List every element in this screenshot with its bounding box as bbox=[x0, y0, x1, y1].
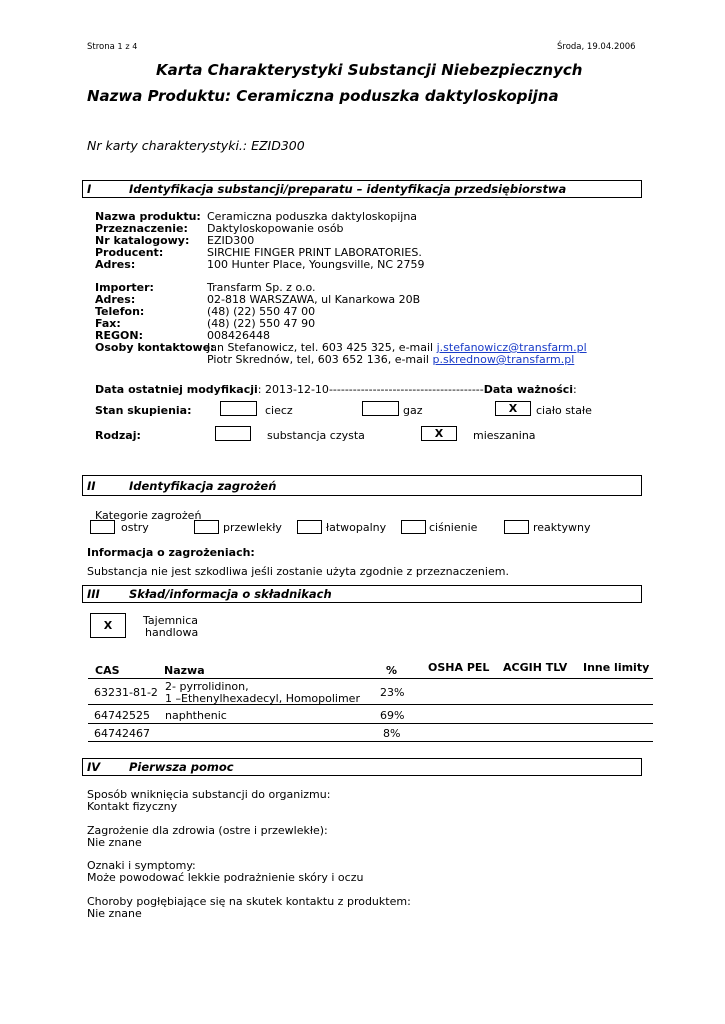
card-number: Nr karty charakterystyki.: EZID300 bbox=[87, 138, 305, 153]
row-cas: 63231-81-2 bbox=[94, 686, 158, 699]
field-value: (48) (22) 550 47 00 bbox=[207, 305, 316, 318]
first-aid-answer: Nie znane bbox=[87, 907, 142, 920]
state-solid-checkbox[interactable]: X bbox=[495, 401, 531, 416]
section-2-header bbox=[82, 475, 642, 496]
field-label: Nr katalogowy: bbox=[95, 234, 190, 247]
trade-secret-label-2: handlowa bbox=[145, 626, 199, 639]
col-cas: CAS bbox=[95, 664, 120, 677]
hazard-pressure-label: ciśnienie bbox=[429, 521, 478, 534]
first-aid-answer: Może powodować lekkie podrażnienie skóry i oczu bbox=[87, 871, 364, 884]
page-total: 4 bbox=[132, 42, 138, 51]
hazard-chronic-label: przewlekły bbox=[223, 521, 282, 534]
state-liquid-checkbox[interactable] bbox=[220, 401, 257, 416]
section-2-title: Identyfikacja zagrożeń bbox=[129, 479, 277, 493]
first-aid-question: Sposób wniknięcia substancji do organizmu: bbox=[87, 788, 331, 801]
section-3-title: Skład/informacja o składnikach bbox=[129, 587, 332, 601]
field-value: 02-818 WARSZAWA, ul Kanarkowa 20B bbox=[207, 293, 421, 306]
trade-secret-label-1: Tajemnica bbox=[143, 614, 198, 627]
section-1-number: I bbox=[87, 182, 92, 196]
field-label: Telefon: bbox=[95, 305, 145, 318]
contact-2 bbox=[207, 353, 574, 366]
hazard-categories-label: Kategorie zagrożeń bbox=[95, 509, 202, 522]
row-cas: 64742467 bbox=[94, 727, 150, 740]
modification-row bbox=[95, 383, 577, 396]
page-current: 1 bbox=[117, 42, 123, 51]
field-label: REGON: bbox=[95, 329, 143, 342]
section-1-title: Identyfikacja substancji/preparatu – identyfikacja przedsiębiorstwa bbox=[129, 182, 567, 196]
row-percent: 23% bbox=[380, 686, 405, 699]
hazard-pressure-checkbox[interactable] bbox=[401, 520, 426, 534]
field-label: Producent: bbox=[95, 246, 164, 259]
modification-value: : 2013-12-10 bbox=[257, 383, 329, 396]
field-label: Adres: bbox=[95, 258, 136, 271]
field-value: 008426448 bbox=[207, 329, 270, 342]
first-aid-question: Choroby pogłębiające się na skutek kontaktu z produktem: bbox=[87, 895, 411, 908]
col-osha-pel: OSHA PEL bbox=[428, 661, 490, 674]
hazard-reactive-label: reaktywny bbox=[533, 521, 591, 534]
validity-colon: : bbox=[573, 383, 577, 396]
field-label: Przeznaczenie: bbox=[95, 222, 188, 235]
first-aid-question: Oznaki i symptomy: bbox=[87, 859, 196, 872]
document-title: Karta Charakterystyki Substancji Niebezpiecznych bbox=[156, 61, 583, 79]
field-value: SIRCHIE FINGER PRINT LABORATORIES. bbox=[207, 246, 422, 259]
page-number bbox=[87, 42, 137, 52]
kind-mixture-label: mieszanina bbox=[473, 429, 536, 442]
kind-pure-checkbox[interactable] bbox=[215, 426, 251, 441]
contact-1-email-link[interactable]: j.stefanowicz@transfarm.pl bbox=[436, 341, 587, 354]
hazard-flammable-checkbox[interactable] bbox=[297, 520, 322, 534]
state-label: Stan skupienia: bbox=[95, 404, 192, 417]
section-4-header bbox=[82, 758, 642, 776]
kind-label: Rodzaj: bbox=[95, 429, 141, 442]
section-4-number: IV bbox=[87, 760, 101, 774]
field-label: Adres: bbox=[95, 293, 136, 306]
row-percent: 69% bbox=[380, 709, 405, 722]
contact-2-email-link[interactable]: p.skrednow@transfarm.pl bbox=[432, 353, 575, 366]
contacts-label: Osoby kontaktowe: bbox=[95, 341, 215, 354]
page-of: z bbox=[125, 42, 130, 51]
hazard-flammable-label: łatwopalny bbox=[326, 521, 387, 534]
page-label: Strona bbox=[87, 42, 115, 52]
product-title: Nazwa Produktu: Ceramiczna poduszka daktyloskopijna bbox=[87, 87, 559, 105]
table-divider bbox=[88, 704, 653, 705]
table-divider bbox=[88, 723, 653, 724]
hazard-info-heading: Informacja o zagrożeniach: bbox=[87, 546, 255, 559]
row-name-line-1: 2- pyrrolidinon, bbox=[165, 680, 249, 693]
field-value: Transfarm Sp. z o.o. bbox=[207, 281, 316, 294]
hazard-acute-label: ostry bbox=[121, 521, 149, 534]
row-percent: 8% bbox=[383, 727, 401, 740]
row-cas: 64742525 bbox=[94, 709, 150, 722]
field-label: Importer: bbox=[95, 281, 154, 294]
section-3-number: III bbox=[87, 587, 100, 601]
row-name-line-1: naphthenic bbox=[165, 709, 227, 722]
trade-secret-checkbox[interactable]: X bbox=[90, 613, 126, 638]
dash-separator: --------------------------------------- bbox=[328, 383, 484, 396]
hazard-acute-checkbox[interactable] bbox=[90, 520, 115, 534]
field-label: Fax: bbox=[95, 317, 121, 330]
first-aid-answer: Nie znane bbox=[87, 836, 142, 849]
first-aid-answer: Kontakt fizyczny bbox=[87, 800, 178, 813]
col-name: Nazwa bbox=[164, 664, 205, 677]
state-gas-label: gaz bbox=[403, 404, 423, 417]
field-value: EZID300 bbox=[207, 234, 255, 247]
hazard-chronic-checkbox[interactable] bbox=[194, 520, 219, 534]
contact-2-text: Piotr Skrednów, tel, 603 652 136, e-mail bbox=[207, 353, 429, 366]
col-acgih-tlv: ACGIH TLV bbox=[503, 661, 568, 674]
field-value: Daktyloskopowanie osób bbox=[207, 222, 344, 235]
col-other-limits: Inne limity bbox=[583, 661, 650, 674]
row-name-line-2: 1 –Ethenylhexadecyl, Homopolimer bbox=[165, 692, 360, 705]
kind-mixture-checkbox[interactable]: X bbox=[421, 426, 457, 441]
hazard-info-text: Substancja nie jest szkodliwa jeśli zostanie użyta zgodnie z przeznaczeniem. bbox=[87, 565, 509, 578]
table-divider bbox=[88, 741, 653, 742]
contact-1-text: Jan Stefanowicz, tel. 603 425 325, e-mail bbox=[207, 341, 434, 354]
field-value: 100 Hunter Place, Youngsville, NC 2759 bbox=[207, 258, 425, 271]
section-3-header bbox=[82, 585, 642, 603]
state-solid-label: ciało stałe bbox=[536, 404, 592, 417]
hazard-reactive-checkbox[interactable] bbox=[504, 520, 529, 534]
field-value: (48) (22) 550 47 90 bbox=[207, 317, 316, 330]
state-liquid-label: ciecz bbox=[265, 404, 293, 417]
section-2-number: II bbox=[87, 479, 96, 493]
col-percent: % bbox=[386, 664, 398, 677]
first-aid-question: Zagrożenie dla zdrowia (ostre i przewlekłe): bbox=[87, 824, 328, 837]
kind-pure-label: substancja czysta bbox=[267, 429, 365, 442]
header-date: Środa, 19.04.2006 bbox=[557, 42, 636, 52]
field-label: Nazwa produktu: bbox=[95, 210, 201, 223]
section-1-header bbox=[82, 180, 642, 198]
table-divider bbox=[88, 678, 653, 679]
modification-label: Data ostatniej modyfikacji bbox=[95, 383, 258, 396]
state-gas-checkbox[interactable] bbox=[362, 401, 399, 416]
validity-label: Data ważności bbox=[483, 383, 574, 396]
section-4-title: Pierwsza pomoc bbox=[129, 760, 234, 774]
field-value: Ceramiczna poduszka daktyloskopijna bbox=[207, 210, 418, 223]
